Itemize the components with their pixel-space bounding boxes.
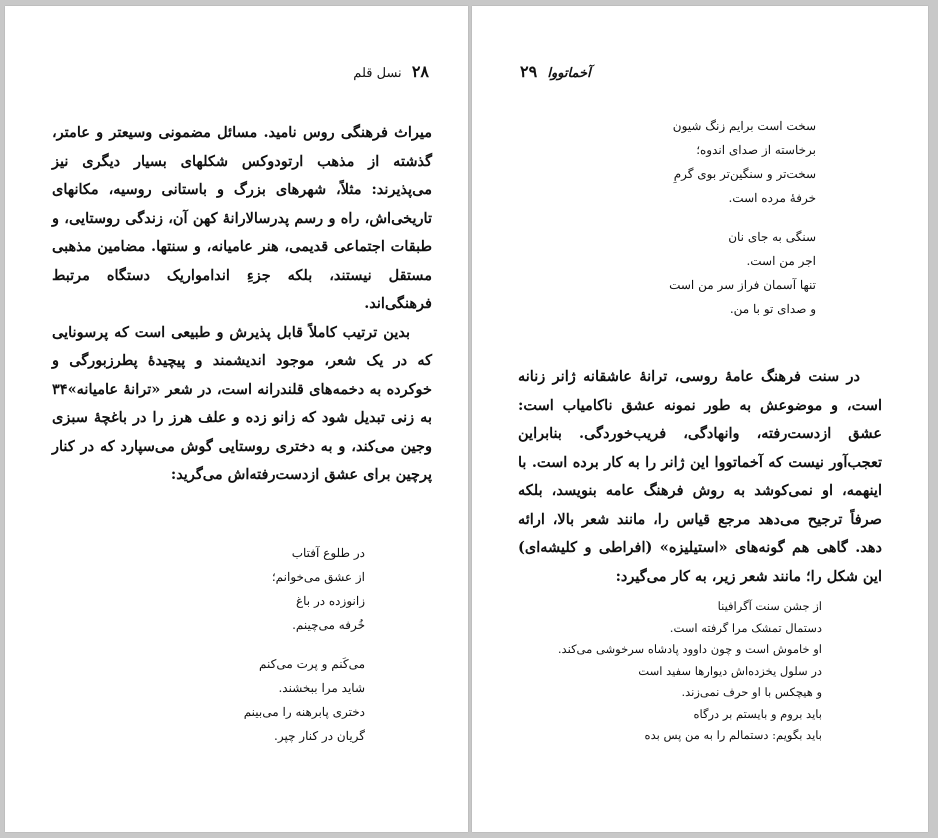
right-body-text	[518, 363, 882, 591]
poem-line: دختری پابرهنه را می‌بینم	[243, 705, 365, 719]
poem-line: سخت‌تر و سنگین‌تر بوی گرمِ	[673, 167, 816, 181]
right-page	[472, 6, 928, 832]
left-body-text	[52, 119, 432, 490]
running-title-right: آخماتووا	[547, 66, 591, 81]
poem-line: خُرفه می‌چینم.	[292, 618, 365, 632]
poem-line: شاید مرا ببخشند.	[278, 681, 365, 695]
poem-line: خرفهٔ مرده است.	[728, 191, 816, 205]
poem-line: از جشن سنت آگرافینا	[717, 599, 822, 613]
poem-stanza	[669, 225, 816, 321]
poem-line: دستمال تمشک مرا گرفته است.	[669, 620, 822, 635]
left-poem	[244, 541, 365, 763]
poem-line: برخاسته از صدای اندوه؛	[696, 143, 816, 157]
poem-line: در سلول یخزده‌اش دیوارها سفید است	[638, 663, 822, 678]
left-page	[5, 6, 468, 832]
poem-stanza	[244, 652, 365, 748]
paragraph: بدین ترتیب کاملاً قابل پذیرش و طبیعی است که پرسونایی که در یک شعر، موجود اندیشمند و پیچیدهٔ پطرزبورگی و خوکرده به دخمه‌های قلندرانه است، در شعر «ترانهٔ عامیانه»۳۴ به زنی تبدیل شود که زانو زده و علف هرز را در باغچهٔ سبزی وجین می‌کند، و به دختری روستایی گوش می‌سپارد که در کنار پرچین برای عشق ازدست‌رفته‌اش می‌گرید:	[52, 323, 432, 483]
poem-line: می‌کَنم و پرت می‌کنم	[259, 657, 365, 671]
page-number-left: ۲۸	[411, 62, 429, 81]
poem-line: و هیچکس با او حرف نمی‌زند.	[681, 685, 822, 699]
poem-line: از عشق می‌خوانم؛	[271, 570, 365, 584]
right-poem-top	[669, 114, 816, 336]
poem-line: گریان در کنار چپر.	[274, 729, 365, 743]
right-page-header	[514, 62, 591, 81]
paragraph: در سنت فرهنگ عامهٔ روسی، ترانهٔ عاشقانه ژانر زنانه است، و موضوعش به طور نمونه عشق ناکامیاب است: عشق ازدست‌رفته، وانهادگی، فریب‌خوردگی. بنابراین تعجب‌آور نیست که آخماتووا این ژانر را به کار برده است. با اینهمه، او نمی‌کوشد به روش فرهنگ عامه بنویسد، بلکه صرفاً ترجیح می‌دهد مرجع قیاس را، مانند شعر بالا، ارائه دهد. گاهی هم گونه‌های «استیلیزه» (افراطی و کلیشه‌ای) این شکل را؛ مانند شعر زیر، به کار می‌گیرد:	[518, 368, 882, 585]
poem-line: باید بروم و بایستم بر درگاه	[693, 706, 822, 721]
poem-line: اجر من است.	[746, 254, 816, 268]
poem-stanza	[669, 114, 816, 210]
poem-line: در طلوع آفتاب	[291, 546, 365, 560]
left-page-header	[353, 62, 435, 81]
running-title-left: نسل قلم	[353, 66, 402, 81]
poem-stanza	[244, 541, 365, 637]
poem-line: سنگی به جای نان	[728, 230, 816, 244]
poem-line: او خاموش است و چون داوود پادشاه سرخوشی می‌کند.	[557, 642, 822, 656]
paragraph: میراث فرهنگی روس نامید. مسائل مضمونی وسیعتر و عامتر، گذشته از مذهب ارتودوکس شکلهای بسیار دیگری نیز می‌پذیرند: مثلاً، شهرهای بزرگ و باستانی روسیه، مکانهای تاریخی‌اش، راه و رسم پدرسالارانهٔ کهن آن، زندگی روستایی، و طبقات اجتماعی قدیمی، هنر عامیانه، و سنتها. مضامین مذهبی مستقل نیستند، بلکه جزءِ اندامواریک دستگاه مرتبط فرهنگی‌اند.	[52, 124, 432, 312]
right-poem-bottom	[558, 596, 822, 747]
page-number-right: ۲۹	[520, 62, 538, 81]
poem-line: زانوزده در باغ	[295, 594, 365, 608]
poem-line: سخت است برایم زنگ شیون	[672, 119, 816, 133]
poem-line: و صدای تو با من.	[729, 302, 816, 316]
poem-line: باید بگویم: دستمالم را به من پس بده	[644, 728, 822, 742]
poem-line: تنها آسمان فراز سر من است	[669, 278, 816, 292]
